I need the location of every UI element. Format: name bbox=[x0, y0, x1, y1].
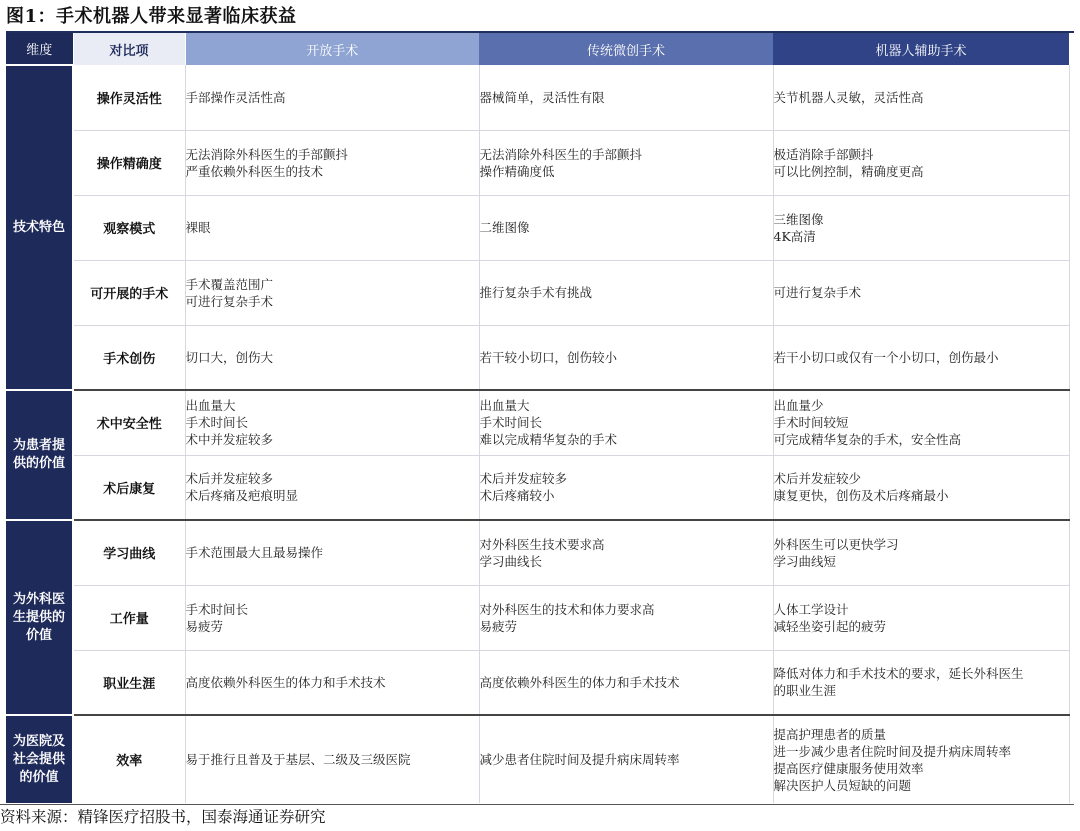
cell-robot: 人体工学设计 减轻坐姿引起的疲劳 bbox=[773, 585, 1069, 650]
cell-robot: 外科医生可以更快学习 学习曲线短 bbox=[773, 520, 1069, 585]
cell-open: 易于推行且普及于基层、二级及三级医院 bbox=[185, 715, 479, 803]
header-row bbox=[6, 33, 1069, 65]
cell-mis: 二维图像 bbox=[479, 195, 773, 260]
cell-mis: 器械简单，灵活性有限 bbox=[479, 65, 773, 130]
row-label: 职业生涯 bbox=[73, 650, 185, 715]
table-row bbox=[6, 390, 1069, 455]
bottom-rule bbox=[0, 804, 1074, 805]
table-row bbox=[6, 130, 1069, 195]
cell-mis: 减少患者住院时间及提升病床周转率 bbox=[479, 715, 773, 803]
cell-mis: 出血量大 手术时间长 难以完成精华复杂的手术 bbox=[479, 390, 773, 455]
cell-mis: 若干较小切口，创伤较小 bbox=[479, 325, 773, 390]
cell-robot: 降低对体力和手术技术的要求，延长外科医生 的职业生涯 bbox=[773, 650, 1069, 715]
header-dimension: 维度 bbox=[6, 33, 73, 65]
cell-mis: 推行复杂手术有挑战 bbox=[479, 260, 773, 325]
dimension-surgeon-value: 为外科医 生提供的 价值 bbox=[6, 520, 73, 715]
comparison-table bbox=[6, 33, 1070, 803]
cell-mis: 对外科医生技术要求高 学习曲线长 bbox=[479, 520, 773, 585]
cell-robot: 提高护理患者的质量 进一步减少患者住院时间及提升病床周转率 提高医疗健康服务使用效率 解决医护人员短缺的问题 bbox=[773, 715, 1069, 803]
cell-robot: 若干小切口或仅有一个小切口，创伤最小 bbox=[773, 325, 1069, 390]
cell-mis: 无法消除外科医生的手部颤抖 操作精确度低 bbox=[479, 130, 773, 195]
table-row bbox=[6, 65, 1069, 130]
cell-open: 切口大，创伤大 bbox=[185, 325, 479, 390]
cell-robot: 极适消除手部颤抖 可以比例控制，精确度更高 bbox=[773, 130, 1069, 195]
source-note: 资料来源：精锋医疗招股书，国泰海通证券研究 bbox=[0, 808, 326, 826]
cell-robot: 三维图像 4K高清 bbox=[773, 195, 1069, 260]
row-label: 手术创伤 bbox=[73, 325, 185, 390]
row-label: 观察模式 bbox=[73, 195, 185, 260]
row-label: 效率 bbox=[73, 715, 185, 803]
header-robot-assisted: 机器人辅助手术 bbox=[773, 33, 1069, 65]
cell-robot: 关节机器人灵敏，灵活性高 bbox=[773, 65, 1069, 130]
cell-open: 手术覆盖范围广 可进行复杂手术 bbox=[185, 260, 479, 325]
row-label: 术中安全性 bbox=[73, 390, 185, 455]
dimension-hospital-society-value: 为医院及 社会提供 的价值 bbox=[6, 715, 73, 803]
cell-open: 高度依赖外科医生的体力和手术技术 bbox=[185, 650, 479, 715]
table-row bbox=[6, 195, 1069, 260]
row-label: 操作灵活性 bbox=[73, 65, 185, 130]
dimension-technical: 技术特色 bbox=[6, 65, 73, 390]
cell-open: 手部操作灵活性高 bbox=[185, 65, 479, 130]
cell-mis: 高度依赖外科医生的体力和手术技术 bbox=[479, 650, 773, 715]
row-label: 学习曲线 bbox=[73, 520, 185, 585]
cell-robot: 术后并发症较少 康复更快，创伤及术后疼痛最小 bbox=[773, 455, 1069, 520]
row-label: 工作量 bbox=[73, 585, 185, 650]
table-row bbox=[6, 520, 1069, 585]
table-row bbox=[6, 650, 1069, 715]
header-item: 对比项 bbox=[73, 33, 185, 65]
row-label: 可开展的手术 bbox=[73, 260, 185, 325]
row-label: 操作精确度 bbox=[73, 130, 185, 195]
cell-open: 裸眼 bbox=[185, 195, 479, 260]
table-row bbox=[6, 455, 1069, 520]
table-row bbox=[6, 585, 1069, 650]
table-row bbox=[6, 325, 1069, 390]
cell-open: 手术范围最大且最易操作 bbox=[185, 520, 479, 585]
cell-robot: 出血量少 手术时间较短 可完成精华复杂的手术，安全性高 bbox=[773, 390, 1069, 455]
cell-mis: 对外科医生的技术和体力要求高 易疲劳 bbox=[479, 585, 773, 650]
figure-title: 图1：手术机器人带来显著临床获益 bbox=[6, 6, 297, 27]
row-label: 术后康复 bbox=[73, 455, 185, 520]
cell-open: 无法消除外科医生的手部颤抖 严重依赖外科医生的技术 bbox=[185, 130, 479, 195]
dimension-patient-value: 为患者提 供的价值 bbox=[6, 390, 73, 520]
header-traditional-mis: 传统微创手术 bbox=[479, 33, 773, 65]
cell-mis: 术后并发症较多 术后疼痛较小 bbox=[479, 455, 773, 520]
cell-robot: 可进行复杂手术 bbox=[773, 260, 1069, 325]
cell-open: 术后并发症较多 术后疼痛及疤痕明显 bbox=[185, 455, 479, 520]
table-row bbox=[6, 715, 1069, 803]
header-open-surgery: 开放手术 bbox=[185, 33, 479, 65]
cell-open: 出血量大 手术时间长 术中并发症较多 bbox=[185, 390, 479, 455]
table-row bbox=[6, 260, 1069, 325]
cell-open: 手术时间长 易疲劳 bbox=[185, 585, 479, 650]
